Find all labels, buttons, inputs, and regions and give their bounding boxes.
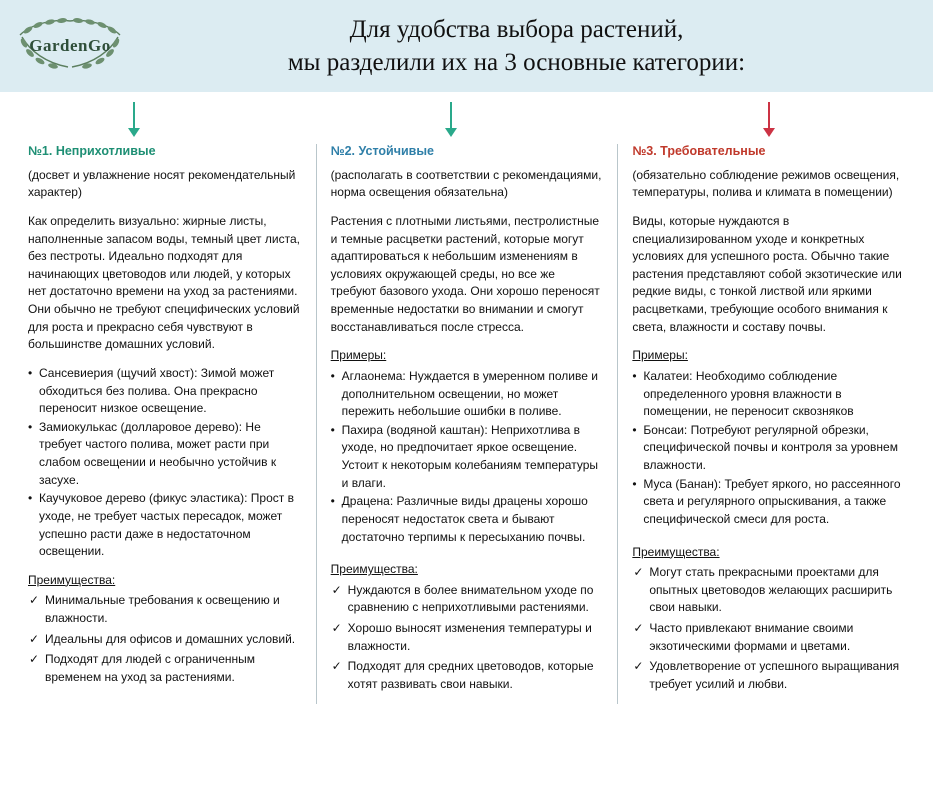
category-1-examples [28, 365, 302, 561]
list-item: ✓ Хорошо выносят изменения температуры и влажности. [331, 620, 604, 655]
arrow-stem [450, 102, 452, 128]
category-3-advantages-label: Преимущества: [632, 544, 720, 559]
list-item: ✓ Идеальны для офисов и домашних условий. [28, 631, 302, 649]
category-3-description: Виды, которые нуждаются в специализированном уходе и конкретных условиях для успешного роста. Обычно такие растения представляют собой экзотические или редкие виды, с тонкой листвой или яркими расцветками, требующие особого внимания к света, влажности и составу почвы. [632, 213, 902, 334]
list-item: ✓ Удовлетворение от успешного выращивания требует усилий и любви. [632, 658, 905, 693]
category-column-3 [617, 144, 919, 704]
category-2-examples [331, 368, 604, 546]
list-item: • Бонсаи: Потребуют регулярной обрезки, специфической почвы и контроля за уровнем влажности. [632, 422, 905, 475]
list-item: • Муса (Банан): Требует яркого, но рассеянного света и регулярного опрыскивания, а также специфической смеси для роста. [632, 476, 905, 529]
arrow-head [445, 128, 457, 137]
category-column-2 [316, 144, 618, 704]
list-item: • Аглаонема: Нуждается в умеренном поливе и дополнительном освещении, но может пережить небольшие ошибки в поливе. [331, 368, 604, 421]
category-1-title: №1. Неприхотливые [28, 144, 156, 158]
arrow-stem [133, 102, 135, 128]
arrow-head [128, 128, 140, 137]
list-item: ✓ Часто привлекают внимание своими экзотическими формами и цветами. [632, 620, 905, 655]
arrow-category-3-icon [768, 102, 770, 136]
category-2-title: №2. Устойчивые [330, 144, 434, 158]
category-3-examples [632, 368, 905, 529]
category-2-advantages-label: Преимущества: [330, 562, 418, 577]
category-3-title: №3. Требовательные [632, 144, 766, 158]
page-title-line-2: мы разделили их на 3 основные категории: [287, 49, 746, 76]
arrow-category-1-icon [133, 102, 135, 136]
category-columns [0, 144, 933, 704]
page-title [140, 0, 933, 92]
page-title-line-1: Для удобства выбора растений, [349, 16, 684, 43]
category-3-advantages [632, 564, 905, 693]
arrow-stem [768, 102, 770, 128]
category-1-advantages-label: Преимущества: [28, 572, 116, 587]
list-item: ✓ Подходят для людей с ограниченным временем на уход за растениями. [28, 651, 302, 686]
category-2-description: Растения с плотными листьями, пестролистные и темные расцветки растений, которые могут адаптироваться к небольшим изменениям в условиях окружающей среды, но все же требуют базового ухода. Они хорошо переносят временные недостатки во внимании и смогут восстанавливаться после стресса. [330, 213, 600, 334]
list-item: • Пахира (водяной каштан): Неприхотлива в уходе, но предпочитает яркое освещение. Устоит к некоторым колебаниям температуры и влаги. [331, 422, 604, 493]
list-item: ✓ Нуждаются в более внимательном уходе по сравнению с неприхотливыми растениями. [331, 582, 604, 617]
list-item: ✓ Подходят для средних цветоводов, которые хотят развивать свои навыки. [331, 658, 604, 693]
category-1-subtitle: (досвет и увлажнение носят рекомендательный характер) [28, 167, 296, 200]
logo-text: GardenGo [29, 36, 111, 55]
list-item: ✓ Могут стать прекрасными проектами для опытных цветоводов желающих расширить свои навыки. [632, 564, 905, 617]
arrow-row [0, 92, 933, 144]
category-2-subtitle: (располагать в соответствии с рекомендациями, норма освещения обязательна) [330, 167, 602, 200]
category-3-examples-label: Примеры: [632, 348, 688, 363]
category-2-advantages [331, 582, 604, 694]
category-1-advantages [28, 592, 302, 686]
list-item: • Сансевиерия (щучий хвост): Зимой может обходиться без полива. Она прекрасно переносит низкое освещение. [28, 365, 302, 418]
logo-wreath-icon [10, 17, 130, 75]
category-1-description: Как определить визуально: жирные листы, наполненные запасом воды, темный цвет листа, без пестроты. Идеально подходят для начинающих цветоводов или людей, у которых нет достаточно времени на уход за растениями. Они обычно не требуют специфических условий для роста и прекрасно себя чувствуют в большинстве домашних условий. [28, 213, 300, 352]
list-item: ✓ Минимальные требования к освещению и влажности. [28, 592, 302, 627]
list-item: • Каучуковое дерево (фикус эластика): Прост в уходе, не требует частых пересадок, может успешно расти даже в недостаточном освещении. [28, 490, 302, 561]
category-2-examples-label: Примеры: [330, 348, 387, 363]
arrow-category-2-icon [450, 102, 452, 136]
list-item: • Калатеи: Необходимо соблюдение определенного уровня влажности в помещении, не переносит сквозняков [632, 368, 905, 421]
list-item: • Замиокулькас (долларовое дерево): Не требует частого полива, может расти при слабом освещении и необычно устойчив к засухе. [28, 419, 302, 490]
page-header [0, 0, 933, 92]
logo [0, 0, 140, 92]
category-column-1 [14, 144, 316, 704]
arrow-head [763, 128, 775, 137]
list-item: • Драцена: Различные виды драцены хорошо переносят недостаток света и бывают достаточно терпимы к пересыханию почвы. [331, 493, 604, 546]
category-3-subtitle: (обязательно соблюдение режимов освещения, температуры, полива и климата в помещении) [632, 167, 900, 200]
